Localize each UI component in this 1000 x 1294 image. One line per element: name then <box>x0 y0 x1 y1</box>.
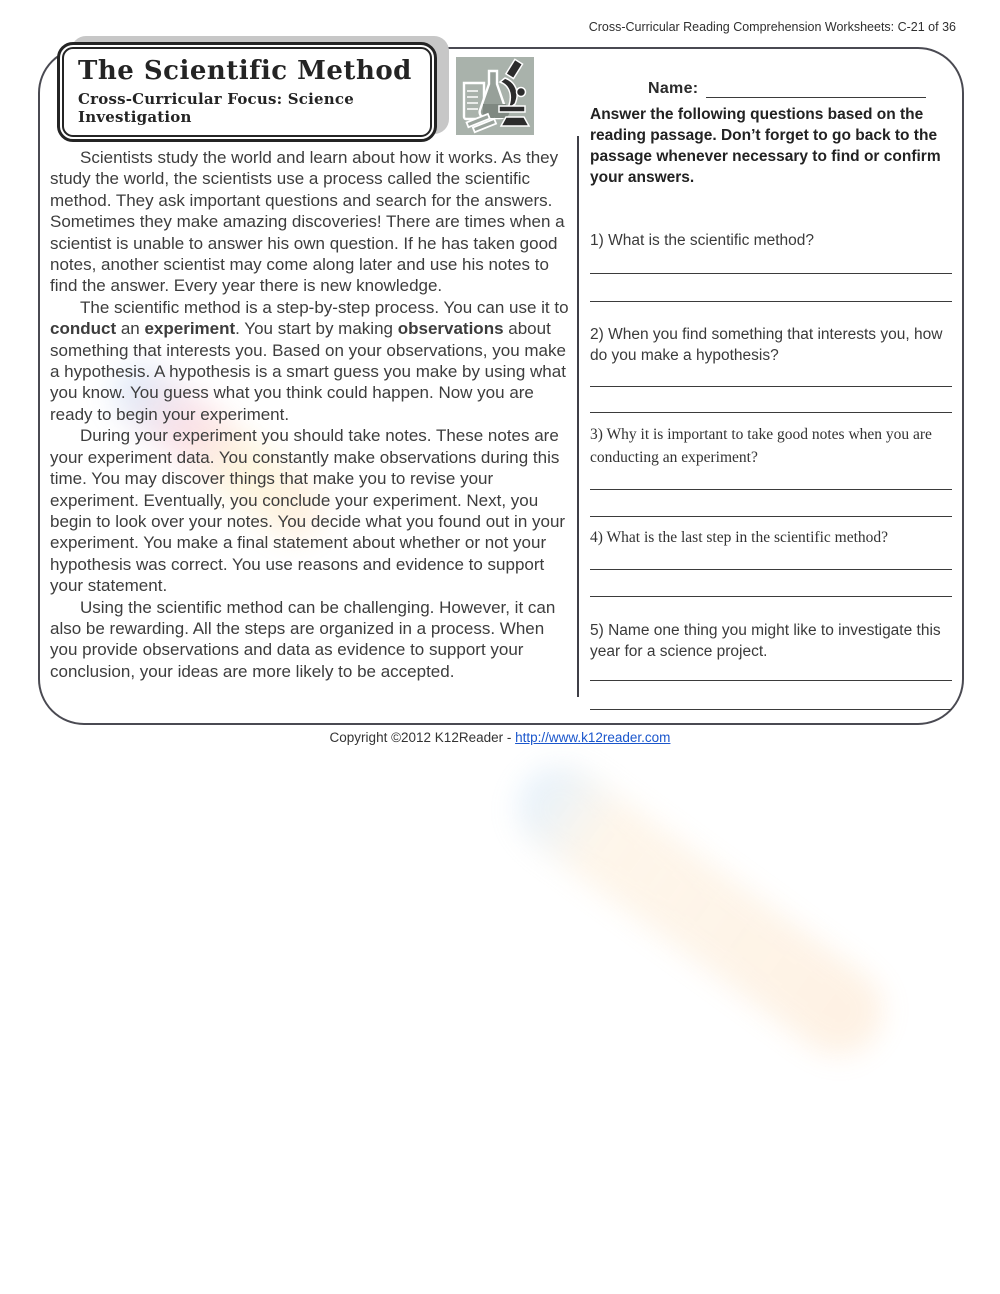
page-header: Cross-Curricular Reading Comprehension Worksheets: C-21 of 36 <box>588 20 956 34</box>
question-3: 3) Why it is important to take good notes when you are conducting an experiment? <box>590 426 932 466</box>
passage-text: The scientific method is a step-by-step process. You can use it to <box>80 297 569 317</box>
passage-paragraph-1: Scientists study the world and learn about how it works. As they study the world, the scientists use a process called the scientific method. They ask important questions and search for the answers. Sometimes they make amazing discoveries! There are times when a scientist is unable to answer his own question. If he has taken good notes, another scientist may come along later and use his notes to find the answer. Every year there is new knowledge. <box>50 148 565 296</box>
passage-text: about something that interests you. Based on your observations, you make a hypothesis. A hypothesis is a smart guess you make by using what you know. You guess what you think could happen. Now you are ready to begin your experiment. <box>50 319 566 424</box>
passage-text: an <box>116 319 145 339</box>
passage-paragraph-3: During your experiment you should take notes. These notes are your experiment data. You constantly make observations during this time. You may discover things that make you to revise your experiment. Eventually, you conclude your experiment. Next, you begin to look over your notes. You decide what you found out in your experiment. You make a final statement about whether or not your hypothesis was correct. You use reasons and evidence to support your statement. <box>50 426 566 596</box>
instructions-text: Answer the following questions based on the reading passage. Don’t forget to go back to the passage whenever necessary to find or confirm your answers. <box>590 106 941 186</box>
answer-line <box>590 489 952 490</box>
passage-text: . You start by making <box>235 319 398 339</box>
answer-line <box>590 301 952 302</box>
title-box <box>57 42 437 142</box>
page-subtitle: Cross-Curricular Focus: Science Investigation <box>78 89 354 126</box>
page-title: The Scientific Method <box>78 56 412 86</box>
answer-line <box>590 569 952 570</box>
answer-line <box>590 596 952 597</box>
bold-vocab-conduct: conduct <box>50 319 117 339</box>
answer-line <box>590 273 952 274</box>
name-label: Name: <box>648 80 699 97</box>
name-blank-line <box>706 79 926 98</box>
question-4: 4) What is the last step in the scientific method? <box>590 529 889 546</box>
reading-passage <box>50 147 572 682</box>
name-row <box>648 79 926 98</box>
question-1: 1) What is the scientific method? <box>590 232 814 249</box>
passage-paragraph-2 <box>50 297 572 425</box>
k12reader-link[interactable]: http://www.k12reader.com <box>515 730 671 745</box>
bold-vocab-observations: observations <box>397 319 504 339</box>
title-box-inner <box>62 47 432 137</box>
answer-line <box>590 516 952 517</box>
bold-vocab-experiment: experiment <box>144 319 236 339</box>
answer-line <box>590 412 952 413</box>
answer-line <box>590 709 952 710</box>
answer-line <box>590 386 952 387</box>
copyright-text: Copyright ©2012 K12Reader - <box>329 730 516 745</box>
answer-line <box>590 680 952 681</box>
question-5: 5) Name one thing you might like to investigate this year for a science project. <box>590 622 941 660</box>
science-clipart-svg <box>455 56 535 136</box>
watermark-streak-bottom <box>500 748 900 1072</box>
column-divider <box>577 136 579 697</box>
passage-paragraph-4: Using the scientific method can be challenging. However, it can also be rewarding. All the steps are organized in a process. When you provide observations and data as evidence to support your conclusion, your ideas are more likely to be accepted. <box>50 597 556 681</box>
copyright-line <box>0 730 1000 745</box>
science-clipart-icon <box>455 56 535 136</box>
question-2: 2) When you find something that interests you, how do you make a hypothesis? <box>590 326 943 364</box>
